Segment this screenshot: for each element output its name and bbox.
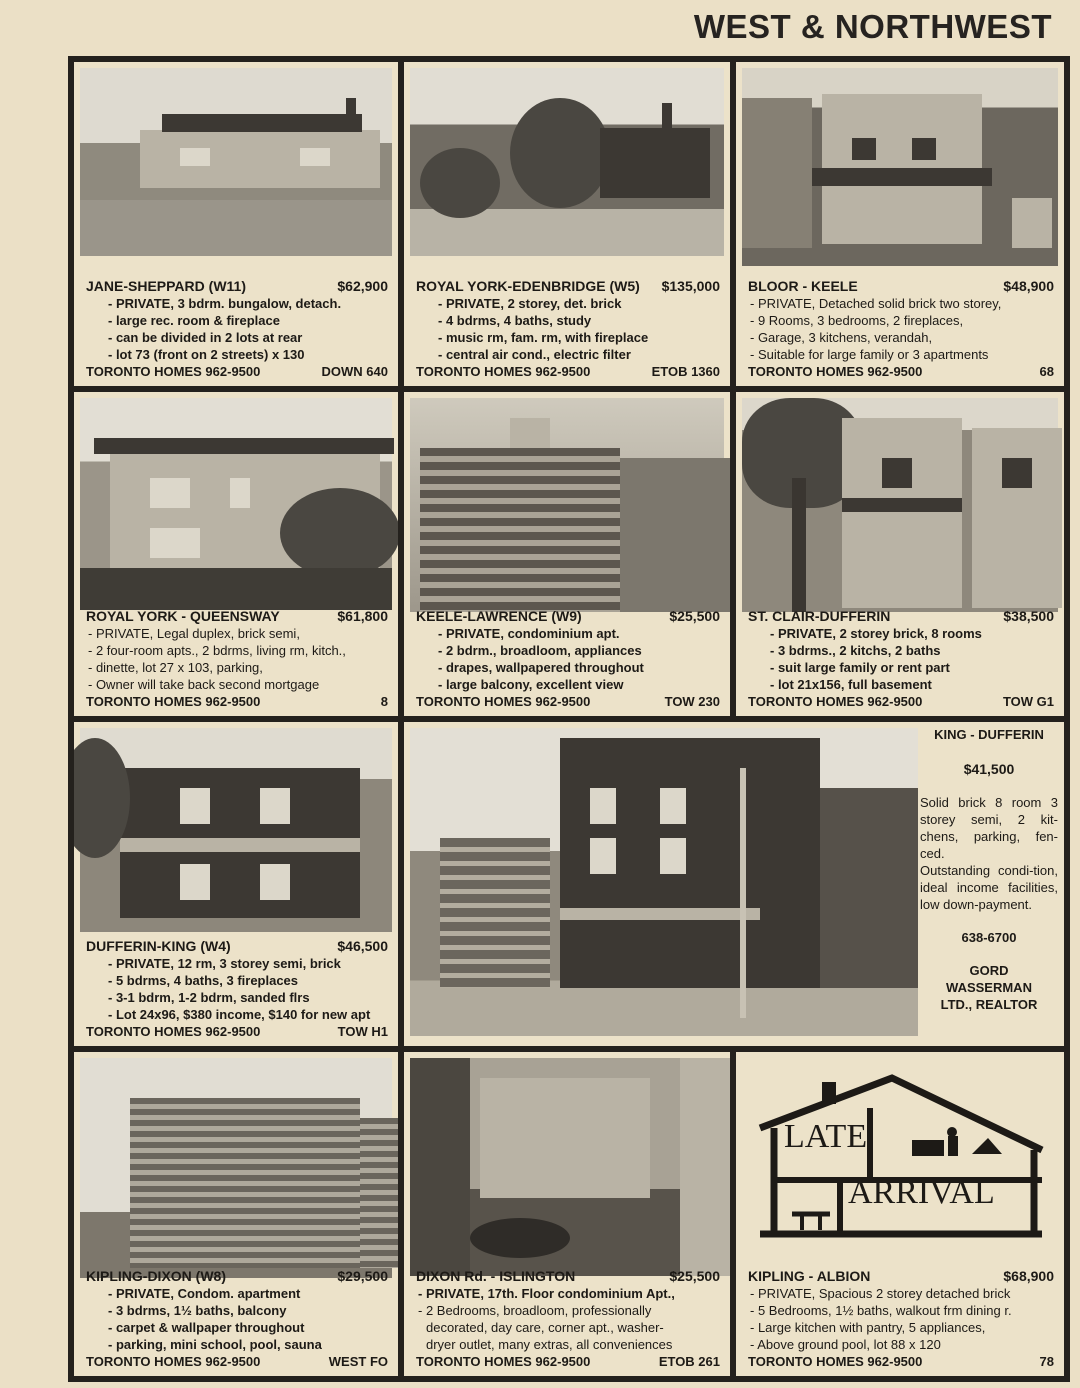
listing-line: - PRIVATE, Condom. apartment <box>108 1286 301 1301</box>
listing-line: - 5 Bedrooms, 1½ baths, walkout frm dining r. <box>750 1303 1012 1318</box>
listing-code: TOW 230 <box>664 694 720 709</box>
listing-photo <box>80 1058 392 1278</box>
listing-line: - 3-1 bdrm, 1-2 bdrm, sanded flrs <box>108 990 310 1005</box>
listing-agent: TORONTO HOMES 962-9500 <box>86 1024 261 1039</box>
listing-photo <box>742 68 1058 266</box>
listing-code: WEST FO <box>328 1354 388 1369</box>
listing-price: $41,500 <box>963 761 1015 777</box>
listing-photo <box>80 398 392 610</box>
listing-description: Solid brick 8 room 3 storey semi, 2 kit-chens, parking, fen-ced. <box>920 795 1058 861</box>
listing-line: - PRIVATE, 12 rm, 3 storey semi, brick <box>108 956 341 971</box>
listing-line: - drapes, wallpapered throughout <box>438 660 644 675</box>
listing-price: $25,500 <box>669 1268 720 1284</box>
listing-photo <box>410 728 918 1036</box>
listing-price: $62,900 <box>337 278 388 294</box>
listing-photo <box>80 728 392 932</box>
listing-agent: TORONTO HOMES 962-9500 <box>416 364 591 379</box>
listing-line: - PRIVATE, 3 bdrm. bungalow, detach. <box>108 296 342 311</box>
listing-line: - dinette, lot 27 x 103, parking, <box>88 660 263 675</box>
listing-st-clair-dufferin <box>736 392 1064 716</box>
listing-photo <box>410 1058 724 1276</box>
listings-grid <box>68 56 1070 1382</box>
listing-description: Outstanding condi-tion, ideal income facilities, low down-payment. <box>920 863 1058 912</box>
listing-code: 68 <box>1039 364 1054 379</box>
listing-line: - suit large family or rent part <box>770 660 950 675</box>
listing-dufferin-king <box>74 722 398 1046</box>
listing-jane-sheppard <box>74 62 398 386</box>
listing-line: - Large kitchen with pantry, 5 appliances, <box>750 1320 986 1335</box>
listing-phone: 638-6700 <box>961 930 1017 945</box>
listing-dixon-islington <box>404 1052 730 1376</box>
listing-agent: LTD., REALTOR <box>940 997 1038 1012</box>
listing-photo <box>80 68 392 256</box>
listing-title: KEELE-LAWRENCE (W9) <box>416 608 582 624</box>
listing-line: - lot 21x156, full basement <box>770 677 932 692</box>
listing-line: dryer outlet, many extras, all conveniences <box>426 1337 673 1352</box>
listing-agent: TORONTO HOMES 962-9500 <box>416 1354 591 1369</box>
listing-price: $48,900 <box>1003 278 1054 294</box>
listing-price: $38,500 <box>1003 608 1054 624</box>
listing-code: TOW G1 <box>1002 694 1054 709</box>
listing-title: ROYAL YORK - QUEENSWAY <box>86 608 280 624</box>
listing-line: - PRIVATE, condominium apt. <box>438 626 620 641</box>
listing-title: ROYAL YORK-EDENBRIDGE (W5) <box>416 278 640 294</box>
listing-price: $68,900 <box>1003 1268 1054 1284</box>
listing-line: - 2 Bedrooms, broadloom, professionally <box>418 1303 652 1318</box>
listing-agent: TORONTO HOMES 962-9500 <box>416 694 591 709</box>
listing-royal-york-edenbridge <box>404 62 730 386</box>
listing-line: - can be divided in 2 lots at rear <box>108 330 303 345</box>
listing-agent: TORONTO HOMES 962-9500 <box>748 1354 923 1369</box>
listing-line: - PRIVATE, 2 storey brick, 8 rooms <box>770 626 982 641</box>
listing-kipling-albion <box>736 1052 1064 1376</box>
listing-photo <box>410 68 724 256</box>
listing-code: TOW H1 <box>337 1024 388 1039</box>
listing-line: - PRIVATE, Legal duplex, brick semi, <box>88 626 300 641</box>
listing-title: DUFFERIN-KING (W4) <box>86 938 231 954</box>
listing-line: - parking, mini school, pool, sauna <box>108 1337 322 1352</box>
listing-line: - 5 bdrms, 4 baths, 3 fireplaces <box>108 973 299 988</box>
listing-agent: TORONTO HOMES 962-9500 <box>86 364 261 379</box>
late-arrival-word-2: ARRIVAL <box>848 1174 995 1211</box>
listing-price: $61,800 <box>337 608 388 624</box>
listing-title: JANE-SHEPPARD (W11) <box>86 278 246 294</box>
listing-kipling-dixon <box>74 1052 398 1376</box>
listing-photo <box>410 398 724 612</box>
listing-line: - 3 bdrms., 2 kitchs, 2 baths <box>770 643 941 658</box>
listing-line: - Above ground pool, lot 88 x 120 <box>750 1337 941 1352</box>
listing-line: - Owner will take back second mortgage <box>88 677 320 692</box>
listing-king-dufferin <box>404 722 1064 1046</box>
listing-title: KIPLING-DIXON (W8) <box>86 1268 226 1284</box>
listing-code: ETOB 261 <box>658 1354 720 1369</box>
listing-agent: GORD <box>969 963 1009 978</box>
listing-code: 78 <box>1039 1354 1054 1369</box>
listing-line: - PRIVATE, Spacious 2 storey detached brick <box>750 1286 1011 1301</box>
listing-line: - large balcony, excellent view <box>438 677 624 692</box>
listing-line: - 4 bdrms, 4 baths, study <box>438 313 592 328</box>
listing-line: decorated, day care, corner apt., washer- <box>426 1320 664 1335</box>
listing-line: - central air cond., electric filter <box>438 347 631 362</box>
listing-code: DOWN 640 <box>321 364 388 379</box>
listing-line: - PRIVATE, 2 storey, det. brick <box>438 296 622 311</box>
listing-title: KIPLING - ALBION <box>748 1268 871 1284</box>
listing-code: ETOB 1360 <box>651 364 720 379</box>
listing-title: ST. CLAIR-DUFFERIN <box>748 608 891 624</box>
listing-line: - lot 73 (front on 2 streets) x 130 <box>108 347 305 362</box>
listing-agent: WASSERMAN <box>946 980 1032 995</box>
listing-price: $135,000 <box>661 278 720 294</box>
listing-bloor-keele <box>736 62 1064 386</box>
listing-agent: TORONTO HOMES 962-9500 <box>748 364 923 379</box>
listing-keele-lawrence <box>404 392 730 716</box>
listing-line: - large rec. room & fireplace <box>108 313 280 328</box>
late-arrival-word-1: LATE <box>784 1118 868 1155</box>
listing-title: KING - DUFFERIN <box>934 727 1044 742</box>
listing-line: - PRIVATE, 17th. Floor condominium Apt., <box>418 1286 675 1301</box>
listing-price: $46,500 <box>337 938 388 954</box>
listing-title: BLOOR - KEELE <box>748 278 858 294</box>
listing-photo <box>742 398 1058 612</box>
listing-royal-york-queensway <box>74 392 398 716</box>
listing-line: - Suitable for large family or 3 apartments <box>750 347 989 362</box>
listing-line: - 2 bdrm., broadloom, appliances <box>438 643 642 658</box>
listing-line: - PRIVATE, Detached solid brick two storey, <box>750 296 1002 311</box>
listing-code: 8 <box>380 694 388 709</box>
listing-agent: TORONTO HOMES 962-9500 <box>748 694 923 709</box>
listing-price: $29,500 <box>337 1268 388 1284</box>
listing-agent: TORONTO HOMES 962-9500 <box>86 1354 261 1369</box>
listing-line: - 3 bdrms, 1½ baths, balcony <box>108 1303 287 1318</box>
listing-line: - carpet & wallpaper throughout <box>108 1320 305 1335</box>
listing-line: - Lot 24x96, $380 income, $140 for new apt <box>108 1007 371 1022</box>
listing-line: - 9 Rooms, 3 bedrooms, 2 fireplaces, <box>750 313 964 328</box>
page-header: WEST & NORTHWEST <box>693 8 1052 45</box>
listing-title: DIXON Rd. - ISLINGTON <box>416 1268 576 1284</box>
listing-agent: TORONTO HOMES 962-9500 <box>86 694 261 709</box>
listing-line: - music rm, fam. rm, with fireplace <box>438 330 649 345</box>
listing-line: - Garage, 3 kitchens, verandah, <box>750 330 933 345</box>
listing-price: $25,500 <box>669 608 720 624</box>
listing-line: - 2 four-room apts., 2 bdrms, living rm, kitch., <box>88 643 346 658</box>
